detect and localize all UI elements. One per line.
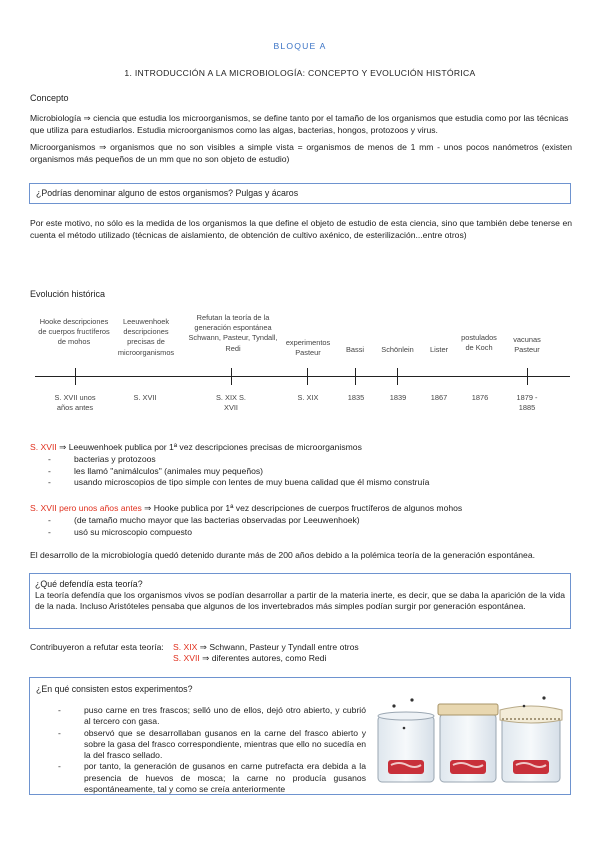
list-item: - puso carne en tres frascos; selló uno de ellos, dejó otro abierto, y cubrió al tercero con gasa. [58, 705, 366, 728]
list-item: - observó que se desarrollaban gusanos en la carne del frasco abierto y sobre la gasa del frasco correspondiente, mientras que ello no sucedía en la del frasco sellado. [58, 728, 366, 762]
hooke-lead-text: ⇒ Hooke publica por 1ª vez descripciones de cuerpos fructíferos de algunos mohos [141, 503, 463, 513]
timeline-label-vacunas: vacunas Pasteur [513, 335, 541, 355]
gauze-jar [500, 696, 562, 782]
xvii-century-label-2: S. XVII [173, 653, 200, 663]
xvii-century-label: S. XVII [30, 442, 57, 452]
hooke-century-label: S. XVII pero unos años antes [30, 503, 142, 513]
concepto-paragraph-1: Microbiología ⇒ ciencia que estudia los microorganismos, se define tanto por el tamaño de los organismos que estudia como por las técnicas que utiliza para estudiarlos. Estudia microorganismos como las algas, bacterias, hongos, protozoos y virus. [30, 113, 569, 135]
contribuyeron-lead: Contribuyeron a refutar esta teoría: [30, 642, 164, 652]
timeline-label-refutan: Refutan la teoría de la generación espontánea Schwann, Pasteur, Tyndall, Redi [188, 313, 278, 353]
xvii-leeuwenhoek-list [48, 454, 568, 489]
sealed-jar [438, 704, 498, 782]
box-teoria-question: ¿Qué defendía esta teoría? [35, 579, 143, 589]
concepto-heading: Concepto [30, 93, 69, 103]
timeline-tick [355, 368, 356, 385]
timeline-tick [307, 368, 308, 385]
box-teoria-text: La teoría defendía que los organismos vivos se podían desarrollar a partir de la materia inerte, es decir, que se daba la aparición de la vida de la nada. Incluso Aristóteles pensaba que algunos de los invertebrados más simples podían surgir por generación espontánea. [35, 590, 565, 611]
list-item: - usando microscopios de tipo simple con lentes de muy buena calidad que él mismo construía [48, 477, 568, 489]
timeline-tick [397, 368, 398, 385]
timeline-label-experimentos: experimentos Pasteur [285, 338, 331, 358]
paragraph-motivo: Por este motivo, no sólo es la medida de los organismos la que define el objeto de estudio de esta ciencia, sino que también debe tenerse en cuenta el método utilizado (técnicas de aislamiento, de obtención de cultivo axénico, de esterilización...entre otros) [30, 218, 572, 240]
list-item: - bacterias y protozoos [48, 454, 568, 466]
timeline-label-hooke: Hooke descripciones de cuerpos fructíferos de mohos [38, 317, 110, 347]
box-teoria [29, 573, 571, 629]
concepto-paragraph-2: Microorganismos ⇒ organismos que no son visibles a simple vista = organismos de menos de 1 mm - unos pocos nanómetros (existen organismos más pequeños de un mm que no son objeto de estudio) [30, 142, 572, 164]
timeline-date-schonlein: 1839 [389, 393, 407, 402]
hooke-lead [30, 503, 575, 515]
contribuyeron-line-1-text: ⇒ Schwann, Pasteur y Tyndall entre otros [197, 642, 359, 652]
timeline-label-koch: postulados de Koch [461, 333, 497, 353]
timeline-tick [231, 368, 232, 385]
page-title: 1. INTRODUCCIÓN A LA MICROBIOLOGÍA: CONCEPTO Y EVOLUCIÓN HISTÓRICA [124, 68, 476, 78]
paragraph-desarrollo: El desarrollo de la microbiología quedó detenido durante más de 200 años debido a la polémica teoría de la generación espontánea. [30, 550, 535, 560]
list-item: - (de tamaño mucho mayor que las bacterias observadas por Leeuwenhoek) [48, 515, 568, 527]
xvii-lead-text: ⇒ Leeuwenhoek publica por 1ª vez descripciones precisas de microorganismos [56, 442, 362, 452]
timeline-date-bassi: 1835 [347, 393, 365, 402]
timeline-date-leeuwenhoek: S. XVII [133, 393, 157, 402]
timeline-date-lister: 1867 [430, 393, 448, 402]
timeline-label-leeuwenhoek: Leeuwenhoek descripciones precisas de microorganismos [117, 317, 175, 357]
timeline-date-hooke: S. XVII unos años antes [54, 393, 96, 412]
list-item: - les llamó "animálculos" (animales muy pequeños) [48, 466, 568, 478]
box-experimentos-question: ¿En qué consisten estos experimentos? [36, 684, 193, 694]
timeline-date-koch: 1876 [471, 393, 489, 402]
open-jar [378, 698, 434, 782]
xix-century-label: S. XIX [173, 642, 198, 652]
list-item: - usó su microscopio compuesto [48, 527, 568, 539]
experimentos-list [58, 705, 366, 795]
timeline-tick [75, 368, 76, 385]
timeline-label-schonlein: Schönlein [381, 345, 414, 354]
timeline-axis [35, 376, 570, 377]
redi-jars-illustration [374, 688, 566, 786]
timeline-date-vacunas: 1879 - 1885 [516, 393, 538, 412]
block-label: BLOQUE A [273, 41, 327, 51]
list-item: - por tanto, la generación de gusanos en carne putrefacta era debida a la presencia de huevos de mosca; la carne no producía gusanos espontáneamente, tal y como se creía anteriormente [58, 761, 366, 795]
contribuyeron-line-2-text: ⇒ diferentes autores, como Redi [199, 653, 327, 663]
contribuyeron-line-1 [173, 642, 359, 654]
timeline-tick [527, 368, 528, 385]
box-experimentos [29, 677, 571, 795]
hooke-list [48, 515, 568, 538]
evolucion-heading: Evolución histórica [30, 289, 106, 299]
question-box-organisms [29, 183, 571, 204]
xvii-leeuwenhoek-lead [30, 442, 575, 454]
timeline-date-refutan: S. XIX S. XVII [216, 393, 246, 412]
timeline-label-lister: Lister [429, 345, 449, 354]
question-box-organisms-text: ¿Podrías denominar alguno de estos organismos? Pulgas y ácaros [36, 188, 299, 198]
contribuyeron-line-2 [173, 653, 326, 665]
timeline-date-experimentos: S. XIX [297, 393, 319, 402]
timeline-label-bassi: Bassi [345, 345, 365, 354]
